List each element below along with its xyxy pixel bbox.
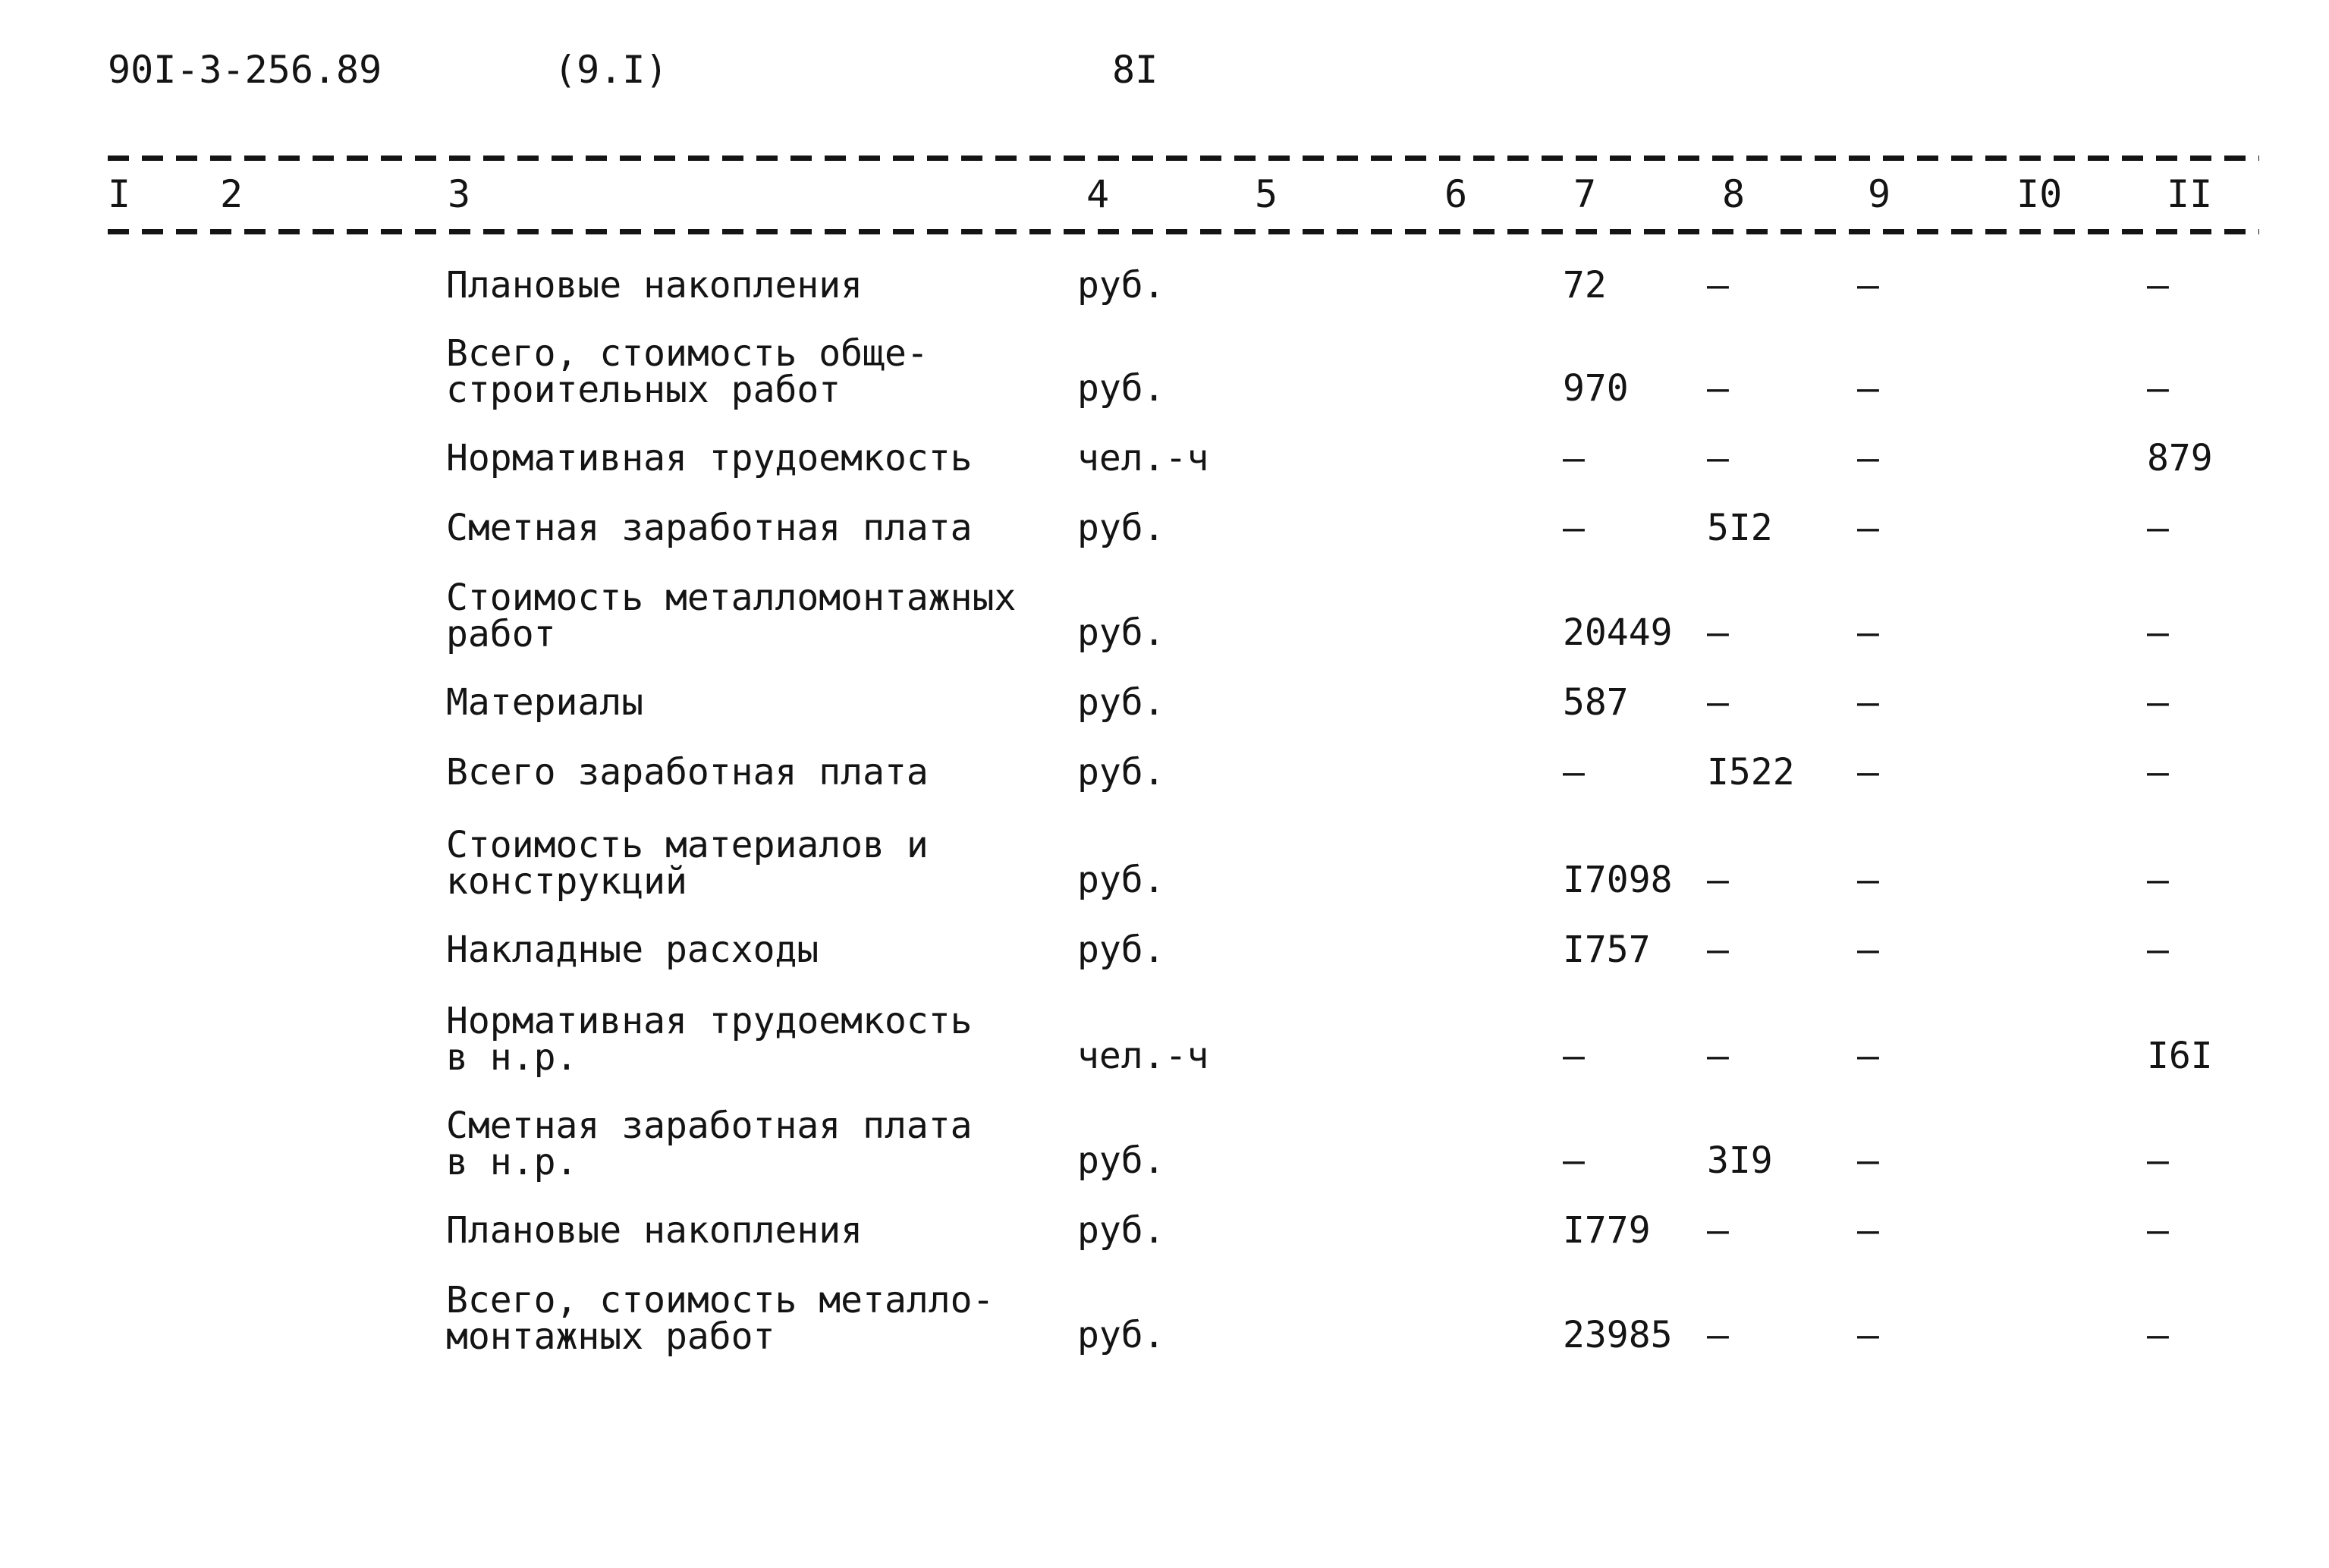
row-col8-value: – [1707,611,1729,654]
doc-code: 90I-3-256.89 [108,48,382,92]
row-col11-value: – [2147,367,2169,410]
page-number: 8I [1112,48,1158,92]
row-col8-value: – [1707,1209,1729,1252]
row-col11-value: – [2147,751,2169,793]
row-col9-value: – [1857,929,1879,971]
row-col11-value: – [2147,507,2169,549]
row-unit: руб. [1077,611,1165,654]
row-col7-value: – [1563,1035,1585,1077]
table-top-rule [108,156,2259,161]
col-header-10: I0 [2016,172,2063,216]
row-unit: руб. [1077,859,1165,901]
row-col9-value: – [1857,1209,1879,1252]
row-description: Материалы [446,681,644,724]
row-col8-value: – [1707,437,1729,479]
row-col7-value: – [1563,751,1585,793]
col-header-1: I [108,172,131,216]
row-col11-value: – [2147,264,2169,306]
col-header-4: 4 [1086,172,1110,216]
row-col9-value: – [1857,507,1879,549]
row-description: Плановые накопления [446,1209,863,1252]
row-description: Сметная заработная плата в н.р. [446,1105,973,1183]
row-col7-value: 587 [1563,681,1629,724]
section-number: (9.I) [554,48,668,92]
row-col8-value: I522 [1707,751,1795,793]
row-description: Стоимость металломонтажных работ [446,577,1017,655]
row-unit: руб. [1077,751,1165,793]
col-header-3: 3 [448,172,471,216]
row-description: Накладные расходы [446,929,819,971]
col-header-8: 8 [1722,172,1746,216]
col-header-6: 6 [1444,172,1468,216]
row-col11-value: 879 [2147,437,2213,479]
table-header-rule [108,229,2259,234]
row-col9-value: – [1857,367,1879,410]
row-description: Стоимость материалов и конструкций [446,824,929,903]
row-description: Нормативная трудоемкость [446,437,973,479]
row-col11-value: – [2147,1139,2169,1182]
row-col7-value: I779 [1563,1209,1651,1252]
row-col8-value: 5I2 [1707,507,1773,549]
row-col7-value: – [1563,437,1585,479]
row-col8-value: – [1707,859,1729,901]
row-col7-value: 23985 [1563,1314,1673,1356]
row-col8-value: 3I9 [1707,1139,1773,1182]
row-col8-value: – [1707,929,1729,971]
row-description: Всего, стоимость металло- монтажных работ [446,1279,995,1358]
row-col7-value: – [1563,1139,1585,1182]
row-col11-value: – [2147,681,2169,724]
row-col7-value: 72 [1563,264,1607,306]
row-description: Нормативная трудоемкость в н.р. [446,1000,973,1079]
row-description: Сметная заработная плата [446,507,973,549]
row-col7-value: – [1563,507,1585,549]
row-unit: руб. [1077,681,1165,724]
row-unit: руб. [1077,929,1165,971]
row-unit: руб. [1077,507,1165,549]
row-col8-value: – [1707,1035,1729,1077]
row-col8-value: – [1707,264,1729,306]
row-col9-value: – [1857,859,1879,901]
row-col8-value: – [1707,681,1729,724]
row-unit: руб. [1077,1314,1165,1356]
row-col9-value: – [1857,1139,1879,1182]
row-col11-value: – [2147,929,2169,971]
row-col9-value: – [1857,1314,1879,1356]
row-col11-value: I6I [2147,1035,2213,1077]
row-col8-value: – [1707,367,1729,410]
row-unit: чел.-ч [1077,437,1209,479]
row-col9-value: – [1857,681,1879,724]
row-col9-value: – [1857,437,1879,479]
row-col11-value: – [2147,1314,2169,1356]
row-col9-value: – [1857,751,1879,793]
row-col7-value: I757 [1563,929,1651,971]
row-col9-value: – [1857,611,1879,654]
row-unit: руб. [1077,367,1165,410]
col-header-7: 7 [1573,172,1597,216]
col-header-5: 5 [1255,172,1278,216]
row-col11-value: – [2147,859,2169,901]
row-col11-value: – [2147,611,2169,654]
row-description: Всего, стоимость обще- строительных работ [446,332,929,411]
row-unit: руб. [1077,1139,1165,1182]
row-col11-value: – [2147,1209,2169,1252]
col-header-2: 2 [220,172,244,216]
row-col8-value: – [1707,1314,1729,1356]
row-description: Всего заработная плата [446,751,929,793]
row-unit: руб. [1077,264,1165,306]
row-col9-value: – [1857,264,1879,306]
row-col7-value: 20449 [1563,611,1673,654]
row-unit: руб. [1077,1209,1165,1252]
row-description: Плановые накопления [446,264,863,306]
col-header-9: 9 [1868,172,1891,216]
row-unit: чел.-ч [1077,1035,1209,1077]
row-col7-value: I7098 [1563,859,1673,901]
row-col9-value: – [1857,1035,1879,1077]
row-col7-value: 970 [1563,367,1629,410]
col-header-11: II [2167,172,2213,216]
